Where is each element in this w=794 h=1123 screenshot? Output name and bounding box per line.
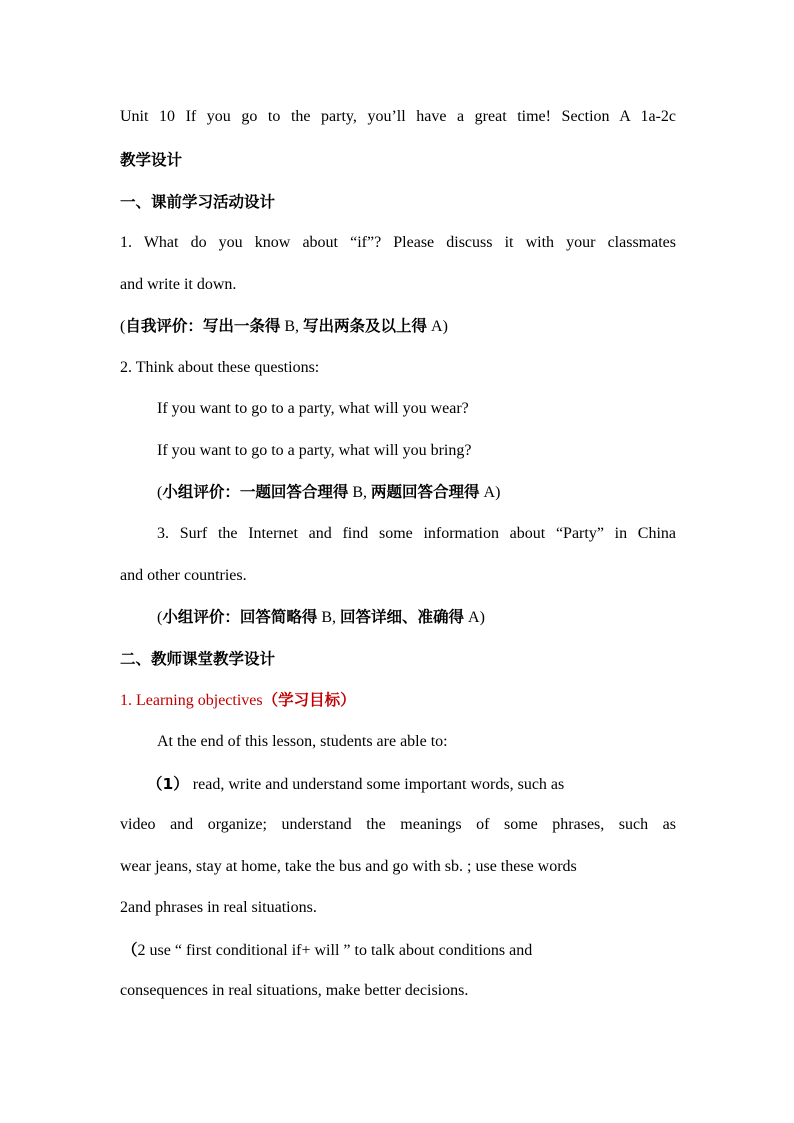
evaluation3-criteria-a: 回答详细、准确得 (340, 608, 465, 626)
evaluation1-open: ( (120, 318, 126, 335)
document-title: Unit 10 If you go to the party, you’ll have a great time! Section A 1a-2c (120, 108, 676, 125)
objective2-line1 (122, 940, 676, 961)
evaluation1-criteria-b: 自我评价：写出一条得 (125, 317, 281, 335)
objectives-intro: At the end of this lesson, students are able to: (157, 733, 448, 750)
evaluation1-grade-a: A) (427, 318, 448, 335)
evaluation2 (157, 482, 676, 503)
objective2-text1: 2 use “ first conditional if+ will ” to talk about conditions and (137, 942, 533, 959)
evaluation3-criteria-b: 小组评价：回答简略得 (162, 608, 318, 626)
document-subtitle: 教学设计 (120, 151, 183, 169)
evaluation3 (157, 607, 676, 628)
evaluation2-grade-b: B, (348, 484, 372, 501)
question3-line2: and other countries. (120, 567, 247, 584)
evaluation3-grade-b: B, (317, 609, 341, 626)
objective1-line1 (147, 774, 676, 795)
evaluation2-grade-a: A) (479, 484, 501, 501)
learning-objectives-en: 1. Learning objectives (120, 692, 263, 709)
evaluation1 (120, 316, 676, 337)
evaluation1-grade-b: B, (280, 318, 304, 335)
objective2-line2: consequences in real situations, make better decisions. (120, 982, 469, 999)
evaluation2-open: ( (157, 484, 163, 501)
question3-line1: 3. Surf the Internet and find some information about “Party” in China (157, 525, 676, 542)
section1-heading: 一、课前学习活动设计 (120, 193, 276, 211)
objective1-number: （1） (147, 775, 189, 793)
question1-line1: 1. What do you know about “if”? Please discuss it with your classmates (120, 234, 676, 251)
question1-line2: and write it down. (120, 276, 237, 293)
question2-sub2: If you want to go to a party, what will you bring? (157, 442, 472, 459)
evaluation1-criteria-a: 写出两条及以上得 (303, 317, 428, 335)
section2-heading: 二、教师课堂教学设计 (120, 650, 276, 668)
evaluation3-grade-a: A) (464, 609, 485, 626)
learning-objectives-heading (120, 690, 676, 711)
objective1-text1: read, write and understand some important words, such as (192, 776, 565, 793)
objective2-open: （ (122, 941, 138, 959)
evaluation2-criteria-b: 小组评价：一题回答合理得 (162, 483, 349, 501)
evaluation3-open: ( (157, 609, 163, 626)
objective1-line2: video and organize; understand the meanings of some phrases, such as (120, 816, 676, 833)
question2-sub1: If you want to go to a party, what will you wear? (157, 400, 469, 417)
objective1-line3: wear jeans, stay at home, take the bus and go with sb. ; use these words (120, 858, 577, 875)
learning-objectives-cjk: （学习目标） (262, 691, 356, 709)
objective1-line4: 2and phrases in real situations. (120, 899, 317, 916)
evaluation2-criteria-a: 两题回答合理得 (371, 483, 480, 501)
question2-line: 2. Think about these questions: (120, 359, 320, 376)
